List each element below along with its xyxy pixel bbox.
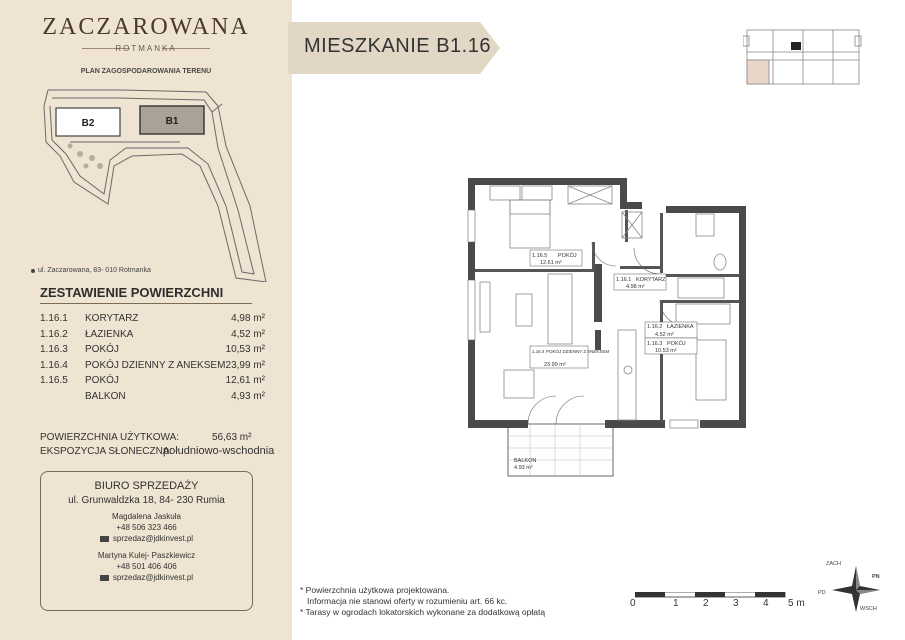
room-name: POKÓJ [85, 375, 119, 386]
left-panel [0, 0, 292, 640]
scale-tick: 1 [673, 598, 679, 609]
compass-icon [818, 560, 888, 616]
plan-room-name: POKÓJ [667, 341, 686, 347]
areas-title: ZESTAWIENIE POWIERZCHNI [40, 285, 224, 300]
highlighted-unit [747, 60, 769, 84]
room-area: 4,98 m² [231, 313, 265, 324]
apartment-title: MIESZKANIE B1.16 [304, 35, 491, 57]
contact-name: Magdalena Jaskuła [112, 512, 181, 521]
areas-row [40, 329, 265, 345]
contact-email[interactable]: sprzedaz@jdkinvest.pl [112, 534, 194, 543]
compass-north: PN [872, 574, 880, 580]
room-code: 1.16.1 [40, 313, 68, 324]
plan-room-code: 1.16.3 [647, 341, 663, 347]
room-name: ŁAZIENKA [85, 328, 134, 340]
sales-office-title: BIURO SPRZEDAŻY [94, 480, 199, 492]
room-code: 1.16.2 [40, 328, 68, 340]
compass-rose [818, 560, 888, 621]
room-code: 1.16.5 [40, 375, 68, 386]
compass-south: PD [818, 590, 826, 596]
balcony-label: BALKON [514, 458, 537, 464]
room-name: BALKON [85, 390, 126, 402]
footnote: Informacja nie stanowi oferty w rozumieniu art. 66 kc. [307, 596, 508, 606]
areas-row [40, 375, 265, 391]
brand-subtitle: ROTMANKA [115, 44, 177, 53]
plan-room-area: 4.98 m² [626, 284, 645, 290]
scale-tick: 4 [763, 598, 769, 609]
sales-office-box [40, 471, 253, 611]
building-b2-label: B2 [81, 118, 95, 129]
contact-name: Martyna Kulej- Paszkiewicz [97, 551, 196, 560]
areas-row [40, 313, 265, 329]
scale-bar [635, 592, 805, 598]
site-plan [40, 86, 272, 282]
sun-exposure-value: południowo-wschodnia [163, 445, 275, 457]
plan-room-name: POKÓJ DZIENNY Z ANEKSEM [546, 349, 610, 354]
room-code: 1.16.3 [40, 344, 68, 355]
sun-exposure-label: EKSPOZYCJA SŁONECZNA: [40, 446, 173, 457]
plan-room-name: KORYTARZ [636, 277, 666, 283]
contact-email[interactable]: sprzedaz@jdkinvest.pl [112, 573, 194, 582]
room-area: 12,61 m² [225, 375, 265, 386]
key-plan [743, 22, 863, 92]
room-area: 4,52 m² [231, 328, 265, 340]
contact-phone[interactable]: +48 506 323 466 [116, 523, 177, 532]
room-area: 4,93 m² [231, 390, 265, 402]
footnote: * Tarasy w ogrodach lokatorskich wykonane za dodatkową opłatą [300, 607, 546, 617]
footnote: * Powierzchnia użytkowa projektowana. [300, 585, 450, 595]
plan-room-code: 1.16.4 [532, 349, 545, 354]
scale-tick: 0 [630, 598, 636, 609]
plan-room-name: POKÓJ [558, 253, 577, 259]
room-name: POKÓJ [85, 344, 119, 355]
room-name: KORYTARZ [85, 313, 139, 324]
plan-room-area: 12.61 m² [540, 260, 562, 266]
compass-east: WSCH [860, 606, 877, 612]
room-name: POKÓJ DZIENNY Z ANEKSEM [85, 359, 226, 371]
areas-table [40, 313, 265, 406]
plan-room-name: ŁAZIENKA [667, 324, 694, 330]
plan-room-area: 4.52 m² [655, 332, 674, 338]
room-code: 1.16.4 [40, 359, 68, 371]
usable-area-label: POWIERZCHNIA UŻYTKOWA: [40, 432, 180, 443]
contact-email-row [41, 573, 252, 582]
room-area: 23,99 m² [225, 359, 265, 371]
balcony-area: 4.93 m² [514, 465, 533, 471]
siteplan-title: PLAN ZAGOSPODAROWANIA TERENU [80, 68, 212, 75]
areas-row [40, 344, 265, 360]
areas-row [40, 360, 265, 376]
compass-west: ZACH [826, 561, 841, 567]
plan-room-code: 1.16.2 [647, 324, 663, 330]
room-area: 10,53 m² [225, 344, 265, 355]
plan-room-area: 10.53 m² [655, 348, 677, 354]
scale-tick: 2 [703, 598, 709, 609]
usable-area-value: 56,63 m² [212, 432, 252, 443]
areas-row [40, 391, 265, 407]
contact-phone[interactable]: +48 501 406 406 [116, 562, 177, 571]
address-text: ul. Zaczarowana, 83- 010 Rotmanka [38, 267, 151, 274]
brand-logo: ZACZAROWANA [42, 14, 250, 40]
building-b1-label: B1 [165, 116, 179, 127]
scale-tick: 5 m [788, 598, 805, 609]
scale-tick: 3 [733, 598, 739, 609]
floor-plan [460, 170, 760, 490]
contact-email-row [41, 534, 252, 543]
sales-office-address: ul. Grunwaldzka 18, 84- 230 Rumia [68, 495, 225, 506]
plan-room-code: 1.16.5 [532, 253, 548, 259]
areas-divider [40, 303, 252, 304]
envelope-icon [100, 575, 109, 581]
plan-room-code: 1.16.1 [616, 277, 632, 283]
plan-room-area: 23.99 m² [544, 362, 566, 368]
envelope-icon [100, 536, 109, 542]
footnotes [300, 585, 545, 618]
